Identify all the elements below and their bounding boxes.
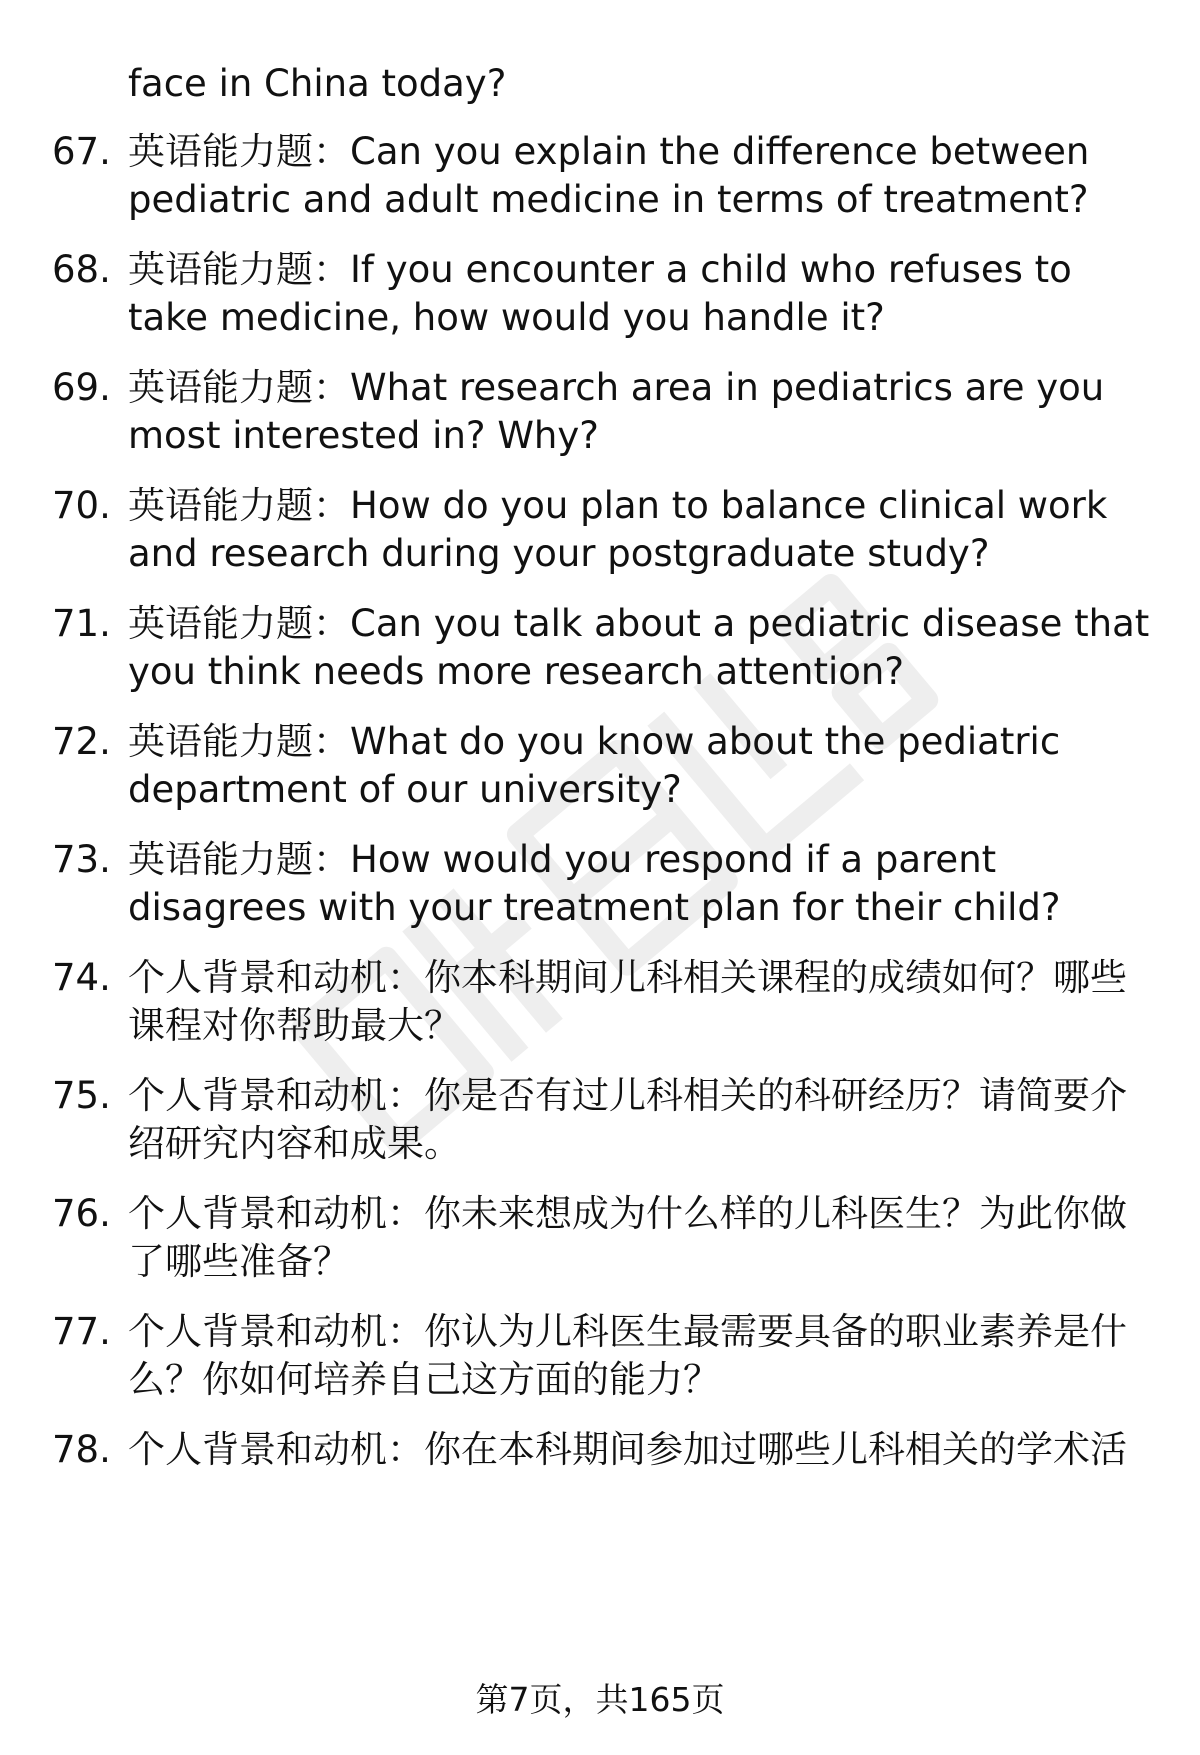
item-number: 74.: [52, 956, 111, 999]
item-question: If you encounter a child who refuses to take medicine, how would you handle it?: [128, 248, 1072, 339]
item-category: 英语能力题：: [128, 838, 350, 881]
item-text: [128, 1072, 1158, 1168]
item-text: [128, 836, 1158, 932]
page-footer: 第7页，共165页: [475, 1680, 725, 1719]
item-category: 个人背景和动机：: [128, 1074, 424, 1117]
item-category: 英语能力题：: [128, 720, 350, 763]
item-number: 70.: [52, 484, 111, 527]
item-category: 个人背景和动机：: [128, 956, 424, 999]
item-question: 你本科期间儿科相关课程的成绩如何？哪些课程对你帮助最大？: [128, 956, 1127, 1047]
item-question: How do you plan to balance clinical work and research during your postgraduate study?: [128, 484, 1108, 575]
item-category: 个人背景和动机：: [128, 1428, 424, 1471]
item-category: 英语能力题：: [128, 484, 350, 527]
item-category: 英语能力题：: [128, 130, 350, 173]
item-category: 英语能力题：: [128, 602, 350, 645]
item-text: [128, 128, 1158, 224]
item-text: [128, 718, 1158, 814]
item-text: [128, 954, 1158, 1050]
item-category: 英语能力题：: [128, 366, 350, 409]
item-question: What do you know about the pediatric department of our university?: [128, 720, 1061, 811]
item-number: 75.: [52, 1074, 111, 1117]
item-number: 72.: [52, 720, 111, 763]
item-question: How would you respond if a parent disagrees with your treatment plan for their child?: [128, 838, 1061, 929]
item-question: Can you explain the difference between pediatric and adult medicine in terms of treatment?: [128, 130, 1090, 221]
item-number: 78.: [52, 1428, 111, 1471]
item-number: 71.: [52, 602, 111, 645]
item-question: 你在本科期间参加过哪些儿科相关的学术活: [424, 1428, 1127, 1471]
item-category: 个人背景和动机：: [128, 1192, 424, 1235]
item-number: 69.: [52, 366, 111, 409]
item-question: 你认为儿科医生最需要具备的职业素养是什么？你如何培养自己这方面的能力？: [128, 1310, 1127, 1401]
item-number: 77.: [52, 1310, 111, 1353]
item-question: What research area in pediatrics are you most interested in? Why?: [128, 366, 1105, 457]
item-text: [128, 1308, 1158, 1404]
item-category: 个人背景和动机：: [128, 1310, 424, 1353]
item-question: 你是否有过儿科相关的科研经历？请简要介绍研究内容和成果。: [128, 1074, 1127, 1165]
item-number: 67.: [52, 130, 111, 173]
item-text: [128, 482, 1158, 578]
item-text: [128, 1190, 1158, 1286]
item-text: [128, 1426, 1158, 1474]
item-text: [128, 600, 1158, 696]
item-question: 你未来想成为什么样的儿科医生？为此你做了哪些准备？: [128, 1192, 1127, 1283]
item-text: [128, 364, 1158, 460]
item-number: 73.: [52, 838, 111, 881]
item-number: 76.: [52, 1192, 111, 1235]
continuation-text: face in China today?: [128, 62, 507, 105]
item-category: 英语能力题：: [128, 248, 350, 291]
item-question: Can you talk about a pediatric disease that you think needs more research attention?: [128, 602, 1150, 693]
item-text: [128, 246, 1158, 342]
item-number: 68.: [52, 248, 111, 291]
